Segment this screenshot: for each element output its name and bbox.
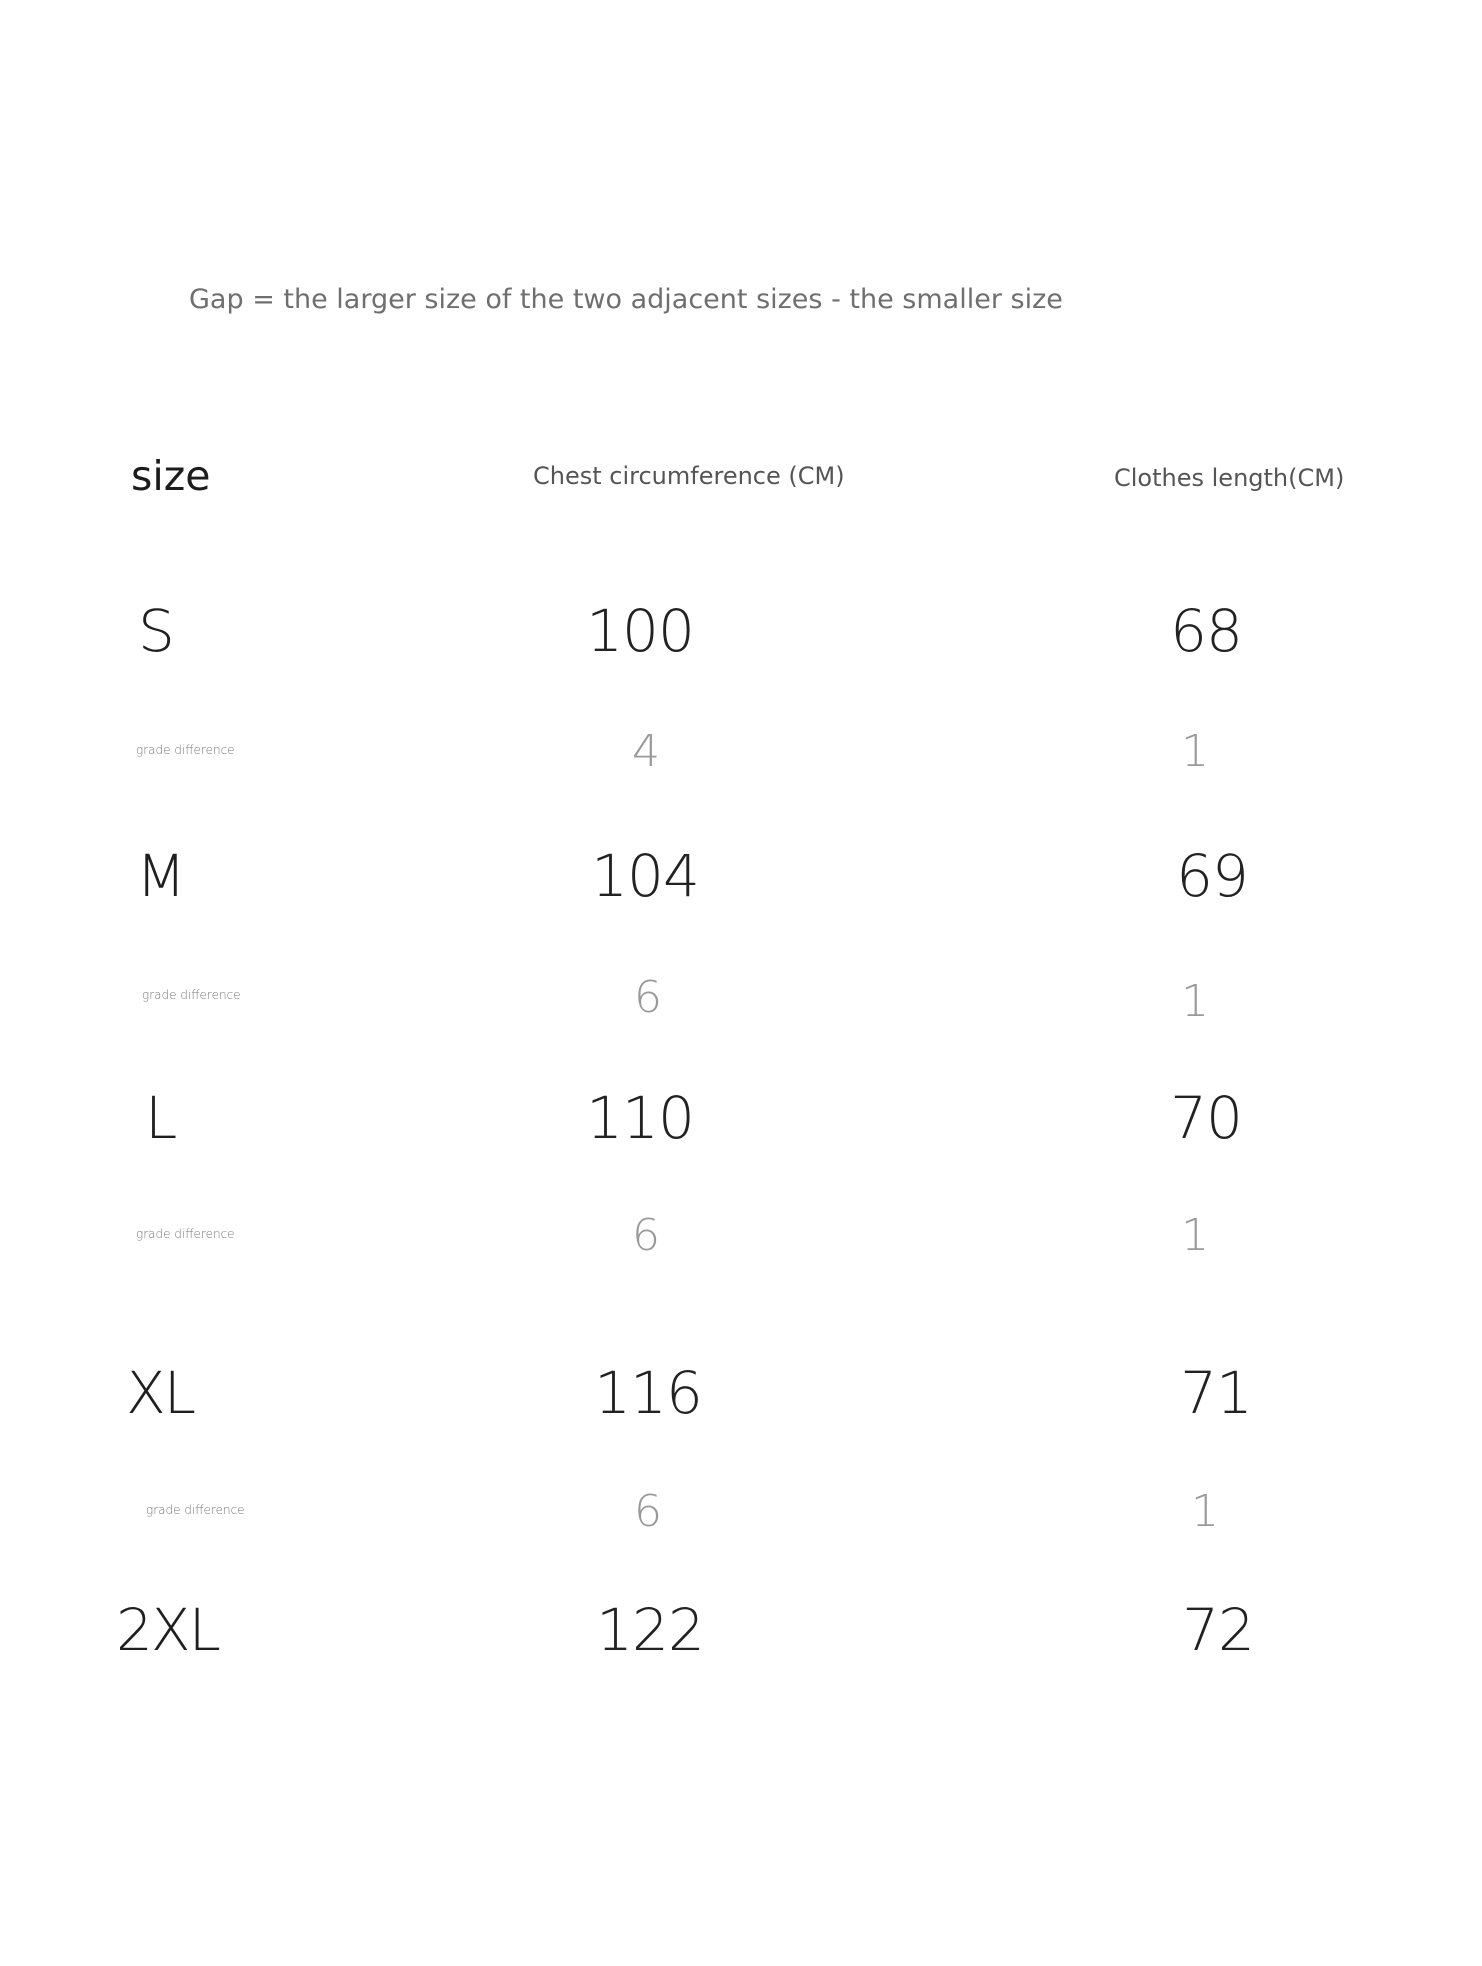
gap-definition-note: Gap = the larger size of the two adjacent sizes - the smaller size xyxy=(189,284,1063,315)
chest-grade-value: 4 xyxy=(632,726,660,777)
grade-difference-label: grade difference xyxy=(136,1227,235,1241)
length-grade-value: 1 xyxy=(1181,726,1209,777)
chest-value-l: 110 xyxy=(586,1084,694,1152)
chest-grade-value: 6 xyxy=(632,1210,660,1261)
size-label-l: L xyxy=(145,1084,176,1152)
chest-value-s: 100 xyxy=(586,597,694,665)
grade-difference-label: grade difference xyxy=(136,743,235,757)
chest-value-m: 104 xyxy=(591,842,699,910)
size-label-m: M xyxy=(136,842,185,910)
size-label-2xl: 2XL xyxy=(116,1596,219,1664)
chest-grade-value: 6 xyxy=(634,972,662,1023)
length-column-header: Clothes length(CM) xyxy=(1114,464,1345,492)
chest-value-xl: 116 xyxy=(594,1359,702,1427)
size-column-header: size xyxy=(131,452,211,500)
chest-value-2xl: 122 xyxy=(596,1596,704,1664)
size-label-xl: XL xyxy=(126,1359,195,1427)
size-label-s: S xyxy=(138,597,173,665)
chest-grade-value: 6 xyxy=(634,1486,662,1537)
length-value-l: 70 xyxy=(1170,1084,1242,1152)
length-grade-value: 1 xyxy=(1181,1210,1209,1261)
grade-difference-label: grade difference xyxy=(142,988,241,1002)
length-grade-value: 1 xyxy=(1191,1486,1219,1537)
length-grade-value: 1 xyxy=(1181,976,1209,1027)
length-value-m: 69 xyxy=(1176,842,1248,910)
grade-difference-label: grade difference xyxy=(146,1503,245,1517)
length-value-xl: 71 xyxy=(1180,1359,1252,1427)
length-value-2xl: 72 xyxy=(1182,1596,1254,1664)
length-value-s: 68 xyxy=(1170,597,1242,665)
chest-column-header: Chest circumference (CM) xyxy=(533,462,845,490)
